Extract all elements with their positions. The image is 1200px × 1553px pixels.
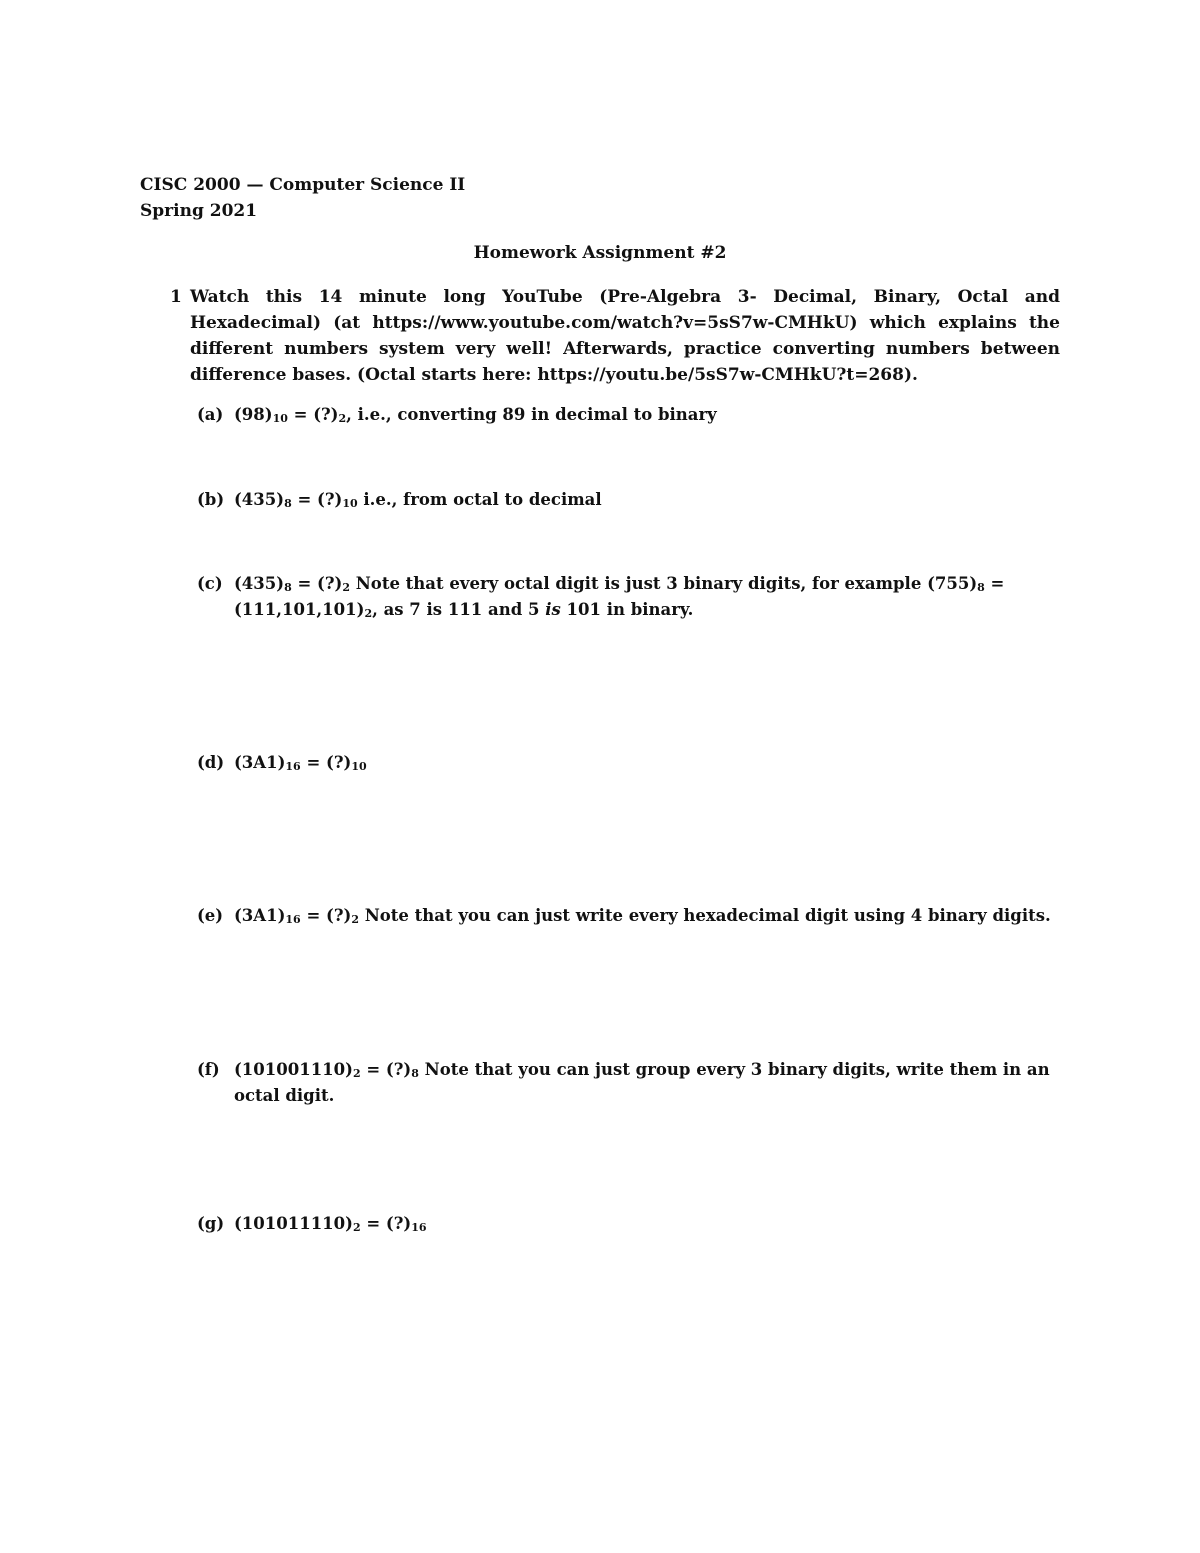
part-label: (e) bbox=[197, 906, 224, 925]
expr-eq: = (?) bbox=[300, 906, 352, 925]
expr-lhs: (435) bbox=[234, 574, 285, 593]
rhs-base: 2 bbox=[342, 581, 350, 594]
part-c bbox=[197, 571, 1067, 623]
part-label: (f) bbox=[197, 1060, 220, 1079]
part-label: (c) bbox=[197, 574, 223, 593]
rhs-base: 2 bbox=[338, 412, 347, 425]
part-body bbox=[234, 487, 1067, 513]
expr-eq: = (?) bbox=[291, 490, 343, 509]
expr-lhs: (3A1) bbox=[234, 906, 286, 925]
lhs-base: 10 bbox=[272, 412, 288, 425]
expr-eq: = (?) bbox=[287, 405, 339, 424]
part-label: (d) bbox=[197, 753, 225, 772]
part-note: i.e., from octal to decimal bbox=[357, 490, 602, 509]
expr-lhs: (98) bbox=[234, 405, 273, 424]
page-title: Homework Assignment #2 bbox=[473, 243, 727, 263]
lhs-base: 8 bbox=[284, 497, 292, 510]
part-a bbox=[197, 402, 1067, 428]
part-b bbox=[197, 487, 1067, 513]
part-body bbox=[234, 402, 1067, 428]
expr-eq: = (?) bbox=[300, 753, 352, 772]
course-title: CISC 2000 — Computer Science II bbox=[140, 175, 466, 195]
part-note: Note that you can just group every 3 binary digits, write them in an octal digit. bbox=[234, 1060, 1050, 1105]
expr-lhs: (435) bbox=[234, 490, 285, 509]
lhs-base: 16 bbox=[285, 913, 301, 926]
part-body bbox=[234, 571, 1067, 623]
part-e bbox=[197, 903, 1067, 929]
example-base: 8 bbox=[977, 581, 985, 594]
part-note: Note that you can just write every hexadecimal digit using 4 binary digits. bbox=[358, 906, 1051, 925]
lhs-base: 2 bbox=[352, 1221, 361, 1234]
part-body bbox=[234, 1211, 1067, 1237]
question-text: Watch this 14 minute long YouTube (Pre-Algebra 3- Decimal, Binary, Octal and Hexadecimal) (at https://www.youtube.com/watch?v=5sS7w-CMHkU) which explains the different numbers system very well! Afterwards, practice converting numbers between difference bases. (Octal starts here: https://youtu.be/5sS7w-CMHkU?t=268). bbox=[190, 287, 1060, 385]
part-note: , i.e., converting 89 in decimal to binary bbox=[346, 405, 717, 424]
expr-eq: = (?) bbox=[360, 1214, 412, 1233]
expr-eq: = (?) bbox=[291, 574, 343, 593]
lhs-base: 8 bbox=[284, 581, 292, 594]
term: Spring 2021 bbox=[140, 201, 258, 221]
rhs-base: 2 bbox=[351, 913, 359, 926]
example-rhs-base: 2 bbox=[364, 607, 373, 620]
part-d bbox=[197, 750, 1067, 776]
part-label: (a) bbox=[197, 405, 224, 424]
part-body bbox=[234, 903, 1067, 929]
part-f bbox=[197, 1057, 1067, 1109]
rhs-base: 16 bbox=[411, 1221, 427, 1234]
rhs-base: 8 bbox=[411, 1067, 419, 1080]
part-label: (b) bbox=[197, 490, 225, 509]
part-body bbox=[234, 750, 1067, 776]
part-body bbox=[234, 1057, 1067, 1109]
question-number: 1 bbox=[170, 287, 182, 307]
part-note-2: , as 7 is 111 and 5 bbox=[372, 600, 546, 619]
example-eq: = (111,101,101) bbox=[234, 574, 1005, 619]
expr-eq: = (?) bbox=[360, 1060, 412, 1079]
rhs-base: 10 bbox=[351, 760, 367, 773]
italic-word: is bbox=[545, 600, 561, 619]
rhs-base: 10 bbox=[342, 497, 358, 510]
part-note-3: 101 in binary. bbox=[560, 600, 694, 619]
expr-lhs: (101011110) bbox=[234, 1214, 353, 1233]
lhs-base: 2 bbox=[352, 1067, 361, 1080]
expr-lhs: (3A1) bbox=[234, 753, 286, 772]
part-label: (g) bbox=[197, 1214, 225, 1233]
lhs-base: 16 bbox=[285, 760, 301, 773]
question-1 bbox=[170, 284, 1060, 388]
part-g bbox=[197, 1211, 1067, 1237]
part-note: Note that every octal digit is just 3 binary digits, for example (755) bbox=[349, 574, 978, 593]
expr-lhs: (101001110) bbox=[234, 1060, 353, 1079]
